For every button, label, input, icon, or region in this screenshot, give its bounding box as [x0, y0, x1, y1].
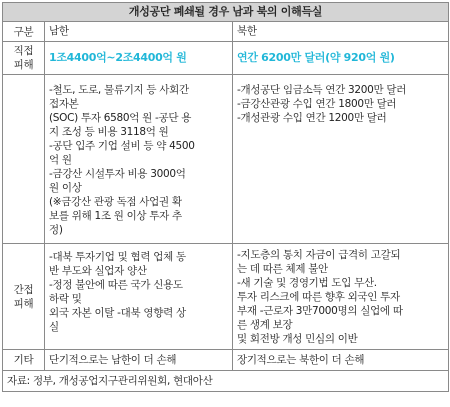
- direct-south-line: -철도, 도로, 물류기지 등 사회간: [49, 84, 189, 96]
- indirect-north-line: 및 회전방 개성 민심의 이반: [237, 333, 358, 345]
- comparison-table: [2, 2, 449, 392]
- row-label-indirect-line1: 간접: [13, 283, 34, 296]
- direct-north-detail: [233, 75, 449, 244]
- row-label-indirect: [3, 244, 45, 350]
- indirect-north-line: 는 데 따른 체제 불안: [237, 263, 328, 275]
- other-south: 단기적으로는 남한이 더 손해: [45, 350, 233, 371]
- direct-north-line: -개성공단 임금소득 연간 3200만 달러: [237, 84, 407, 96]
- row-label-other: 기타: [3, 350, 45, 371]
- other-north: 장기적으로는 북한이 더 손해: [233, 350, 449, 371]
- row-label-direct-line1: 직접: [13, 45, 34, 57]
- indirect-south-detail: [45, 244, 233, 350]
- comparison-table-container: [2, 2, 448, 404]
- direct-south-line: (SOC) 투자 6580억 원 -공단 용: [49, 112, 192, 124]
- direct-north-line: -개성관광 수입 연간 1200만 달러: [237, 112, 387, 124]
- direct-south-line: 보를 위해 1조 원 이상 투자 추: [49, 210, 182, 222]
- direct-south-detail: [45, 75, 233, 244]
- indirect-north-detail: [233, 244, 449, 350]
- direct-south-highlight: 1조4400억~2조4400억 원: [45, 42, 233, 75]
- direct-south-line: -금강산 시설투자 비용 3000억: [49, 168, 186, 180]
- header-south: 남한: [45, 22, 233, 42]
- indirect-south-line: 외국 자본 이탈 -대북 영향력 상: [49, 307, 186, 319]
- header-north: 북한: [233, 22, 449, 42]
- indirect-south-line: 하락 및: [49, 293, 82, 305]
- direct-south-line: (※금강산 관광 독점 사업권 확: [49, 196, 182, 208]
- indirect-south-line: -대북 투자기업 및 협력 업체 동: [49, 251, 186, 263]
- indirect-north-line: 른 생계 보장: [237, 319, 293, 331]
- indirect-south-line: 반 부도와 실업자 양산: [49, 265, 147, 277]
- header-category: 구분: [3, 22, 45, 42]
- row-label-indirect-line2: 피해: [13, 297, 34, 310]
- indirect-north-line: 투자 리스크에 따른 향후 외국인 투자: [237, 291, 400, 303]
- indirect-south-line: 실: [49, 321, 59, 333]
- indirect-south-line: -정정 불안에 따른 국가 신용도: [49, 279, 183, 291]
- row-label-direct: [3, 42, 45, 75]
- direct-south-line: 지 조성 등 비용 3118억 원: [49, 126, 169, 138]
- direct-south-line: -공단 입주 기업 설비 등 약 4500: [49, 140, 195, 152]
- indirect-north-line: 부재 -근로자 3만7000명의 실업에 따: [237, 305, 403, 317]
- direct-south-line: 억 원: [49, 154, 72, 166]
- direct-south-line: 접자본: [49, 98, 79, 110]
- indirect-north-line: -새 기술 및 경영기법 도입 무산.: [237, 277, 377, 289]
- row-label-direct-cont: [3, 75, 45, 244]
- direct-south-line: 원 이상: [49, 182, 82, 194]
- indirect-north-line: -지도층의 통치 자금이 급격히 고갈되: [237, 249, 401, 261]
- row-label-direct-line2: 피해: [13, 59, 34, 71]
- direct-north-highlight: 연간 6200만 달러(약 920억 원): [233, 42, 449, 75]
- source-note: 자료: 정부, 개성공업지구관리위원회, 현대아산: [3, 371, 449, 392]
- table-title: 개성공단 폐쇄될 경우 남과 북의 이해득실: [3, 3, 449, 22]
- direct-north-line: -금강산관광 수입 연간 1800만 달러: [237, 98, 397, 110]
- direct-south-line: 정): [49, 224, 63, 236]
